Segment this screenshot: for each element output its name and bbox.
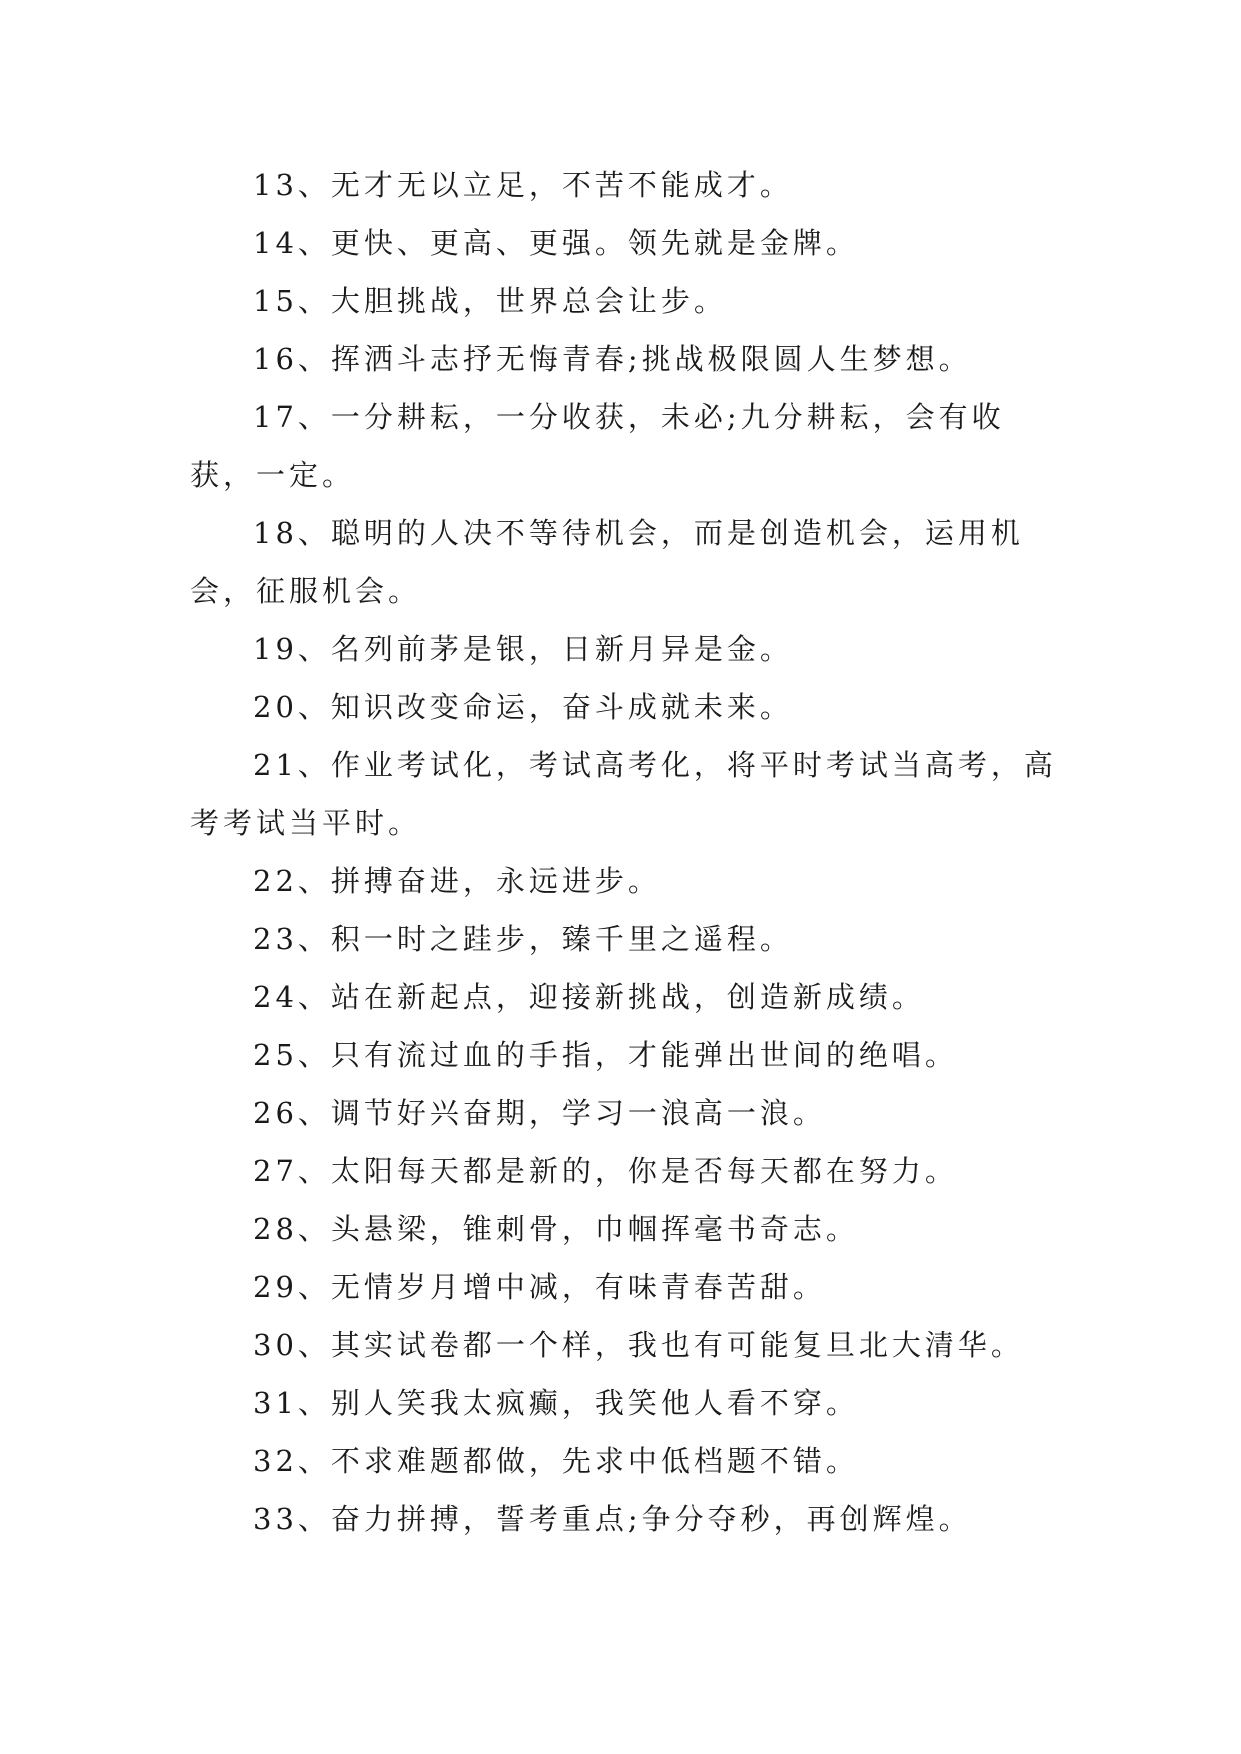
list-item: 27、太阳每天都是新的，你是否每天都在努力。 <box>253 1154 958 1188</box>
list-item: 13、无才无以立足，不苦不能成才。 <box>253 168 793 202</box>
document-body <box>190 156 1070 1548</box>
list-item: 23、积一时之跬步，臻千里之遥程。 <box>253 922 793 956</box>
list-item: 18、聪明的人决不等待机会，而是创造机会，运用机会，征服机会。 <box>190 516 1024 608</box>
list-item: 30、其实试卷都一个样，我也有可能复旦北大清华。 <box>253 1328 1024 1362</box>
list-item: 26、调节好兴奋期，学习一浪高一浪。 <box>253 1096 826 1130</box>
list-item: 22、拼搏奋进，永远进步。 <box>253 864 661 898</box>
list-item: 15、大胆挑战，世界总会让步。 <box>253 284 727 318</box>
list-item: 16、挥洒斗志抒无悔青春;挑战极限圆人生梦想。 <box>253 342 972 376</box>
list-item: 14、更快、更高、更强。领先就是金牌。 <box>253 226 859 260</box>
list-item: 19、名列前茅是银，日新月异是金。 <box>253 632 793 666</box>
list-item: 29、无情岁月增中减，有味青春苦甜。 <box>253 1270 826 1304</box>
list-item: 32、不求难题都做，先求中低档题不错。 <box>253 1444 859 1478</box>
list-item: 33、奋力拼搏，誓考重点;争分夺秒，再创辉煌。 <box>253 1502 972 1536</box>
list-item: 28、头悬梁，锥刺骨，巾帼挥毫书奇志。 <box>253 1212 859 1246</box>
list-item: 21、作业考试化，考试高考化，将平时考试当高考，高考考试当平时。 <box>190 748 1057 840</box>
list-item: 20、知识改变命运，奋斗成就未来。 <box>253 690 793 724</box>
list-item: 31、别人笑我太疯癫，我笑他人看不穿。 <box>253 1386 859 1420</box>
list-item: 17、一分耕耘，一分收获，未必;九分耕耘，会有收获，一定。 <box>190 400 1005 492</box>
list-item: 25、只有流过血的手指，才能弹出世间的绝唱。 <box>253 1038 958 1072</box>
list-item: 24、站在新起点，迎接新挑战，创造新成绩。 <box>253 980 925 1014</box>
